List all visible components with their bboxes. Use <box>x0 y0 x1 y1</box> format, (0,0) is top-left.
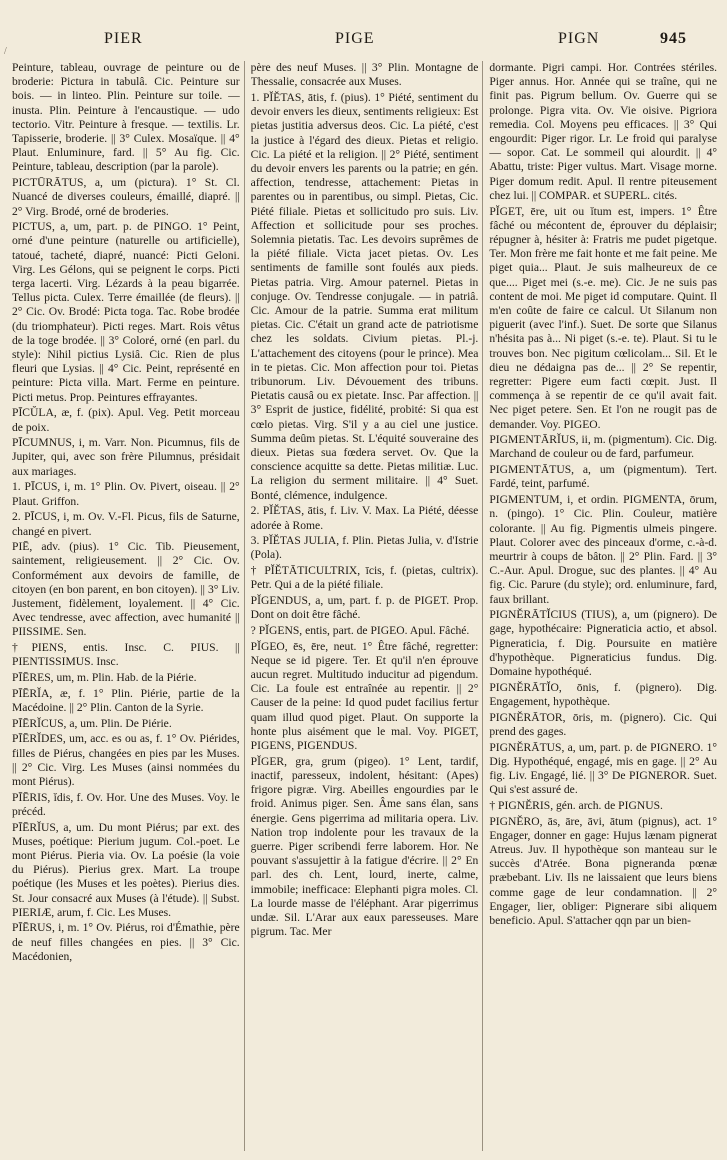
dictionary-entry: PIGMENTĀTUS, a, um (pigmentum). Tert. Fardé, teint, parfumé. <box>489 463 717 491</box>
dictionary-entry: PĬGENDUS, a, um, part. f. p. de PIGET. Prop. Dont on doit être fâché. <box>250 594 479 622</box>
column-right <box>489 61 717 1151</box>
text-columns <box>12 61 717 1151</box>
dictionary-entry: PIGNĔRĀTUS, a, um, part. p. de PIGNERO. 1° Dig. Hypothéqué, engagé, mis en gage. || 2° Au fig. Liv. Engagé, lié. || 3° De PIGNEROR. Suet. Qui s'est assuré de. <box>489 740 717 797</box>
header-left-word: PIER <box>104 30 143 47</box>
dictionary-entry: PĪCUMNUS, i, m. Varr. Non. Picumnus, fils de Jupiter, qui, avec son frère Pilumnus, présidait aux mariages. <box>12 436 240 478</box>
dictionary-entry: PĪĒRĬA, æ, f. 1° Plin. Piérie, partie de la Macédoine. || 2° Plin. Canton de la Syrie. <box>12 686 240 714</box>
dictionary-entry: Peinture, tableau, ouvrage de peinture ou de broderie: Pictura in tabulâ. Cic. Peinture sur bois. — in linteo. Plin. Peinture sur toile. — inusta. Plin. Peinture à l'encaustique. — udo tectorio. Vitr. Peinture à fresque. — textilis. Lr. Tapisserie, broderie. || 3° Culex. Mosaïque. || 4° Plaut. Enluminure, fard. || 5° Au fig. Cic. Peinture, tableau, description (par la parole). <box>12 61 240 174</box>
page-number: 945 <box>660 30 687 47</box>
dictionary-entry: ? PĬGENS, entis, part. de PIGEO. Apul. Fâché. <box>250 623 470 637</box>
dictionary-entry: PĪĒRIS, ĭdis, f. Ov. Hor. Une des Muses. Voy. le précéd. <box>12 790 240 818</box>
dictionary-entry: 3. PĬĔTAS JULIA, f. Plin. Pietas Julia, v. d'Istrie (Pola). <box>250 534 479 562</box>
dictionary-entry: PĬGEO, ēs, ēre, neut. 1° Être fâché, regretter: Neque se id pigere. Ter. Et qu'il n'en éprouve aucun regret. Multitudo inducitur ad pigendum. Cic. La foule est entraînée au repentir. || 2° Causer de la peine: Id quod pudet facilius fertur quam illud quod piget. Plaut. On supporte la honte plus aisément que le mal. Voy. PIGET, PIGENS, PIGENDUS. <box>250 639 479 753</box>
header-middle-word: PIGE <box>335 30 375 47</box>
column-left <box>12 61 245 1151</box>
dictionary-entry: PĪĒRĬUS, a, um. Du mont Piérus; par ext. des Muses, poétique: Pierium jugum. Col.-poet. Le mont Piérus. Pieria via. Ov. La poésie (la voie du Piérus). Pierius grex. Mart. La troupe poétique (les Muses et les poètes). Pierius dies. St. Jour consacré aux Muses (à l'étude). || Subst. PIERIÆ, arum, f. Cic. Les Muses. <box>12 820 240 919</box>
dictionary-entry: PICTŪRĀTUS, a, um (pictura). 1° St. Cl. Nuancé de diverses couleurs, émaillé, diapré. || 2° Virg. Brodé, orné de broderies. <box>12 176 240 218</box>
dictionary-entry: PIĒ, adv. (pius). 1° Cic. Tib. Pieusement, saintement, religieusement. || 2° Cic. Ov. Conformément aux devoirs de famille, de citoyen (en bon parent, en bon citoyen). || 3° Liv. Justement, fidèlement, loyalement. || 4° Cic. Avec tendresse, avec affection, avec humanité || PIISSIME. Sen. <box>12 540 240 639</box>
dictionary-entry: 1. PĪCUS, i, m. 1° Plin. Ov. Pivert, oiseau. || 2° Plaut. Griffon. <box>12 480 240 508</box>
dictionary-entry: PĪCŬLA, æ, f. (pix). Apul. Veg. Petit morceau de poix. <box>12 406 240 434</box>
dictionary-entry: père des neuf Muses. || 3° Plin. Montagne de Thessalie, consacrée aux Muses. <box>250 61 479 89</box>
corner-mark: / <box>4 46 7 57</box>
running-header <box>0 30 727 56</box>
dictionary-entry: † PĬĔTĀTICULTRIX, īcis, f. (pietas, cultrix). Petr. Qui a de la piété filiale. <box>250 564 479 592</box>
dictionary-entry: † PIGNĔRIS, gén. arch. de PIGNUS. <box>489 798 663 812</box>
dictionary-entry: 2. PĬĔTAS, ātis, f. Liv. V. Max. La Piété, déesse adorée à Rome. <box>250 504 479 532</box>
dictionary-entry: PĪĒRUS, i, m. 1° Ov. Piérus, roi d'Émathie, père de neuf filles changées en pies. || 3° Cic. Macédonien, <box>12 921 240 963</box>
header-right-word: PIGN <box>558 30 600 47</box>
dictionary-entry: PIGNĔRĀTĬO, ōnis, f. (pignero). Dig. Engagement, hypothèque. <box>489 680 717 708</box>
dictionary-entry: PĬGET, ēre, uit ou ĭtum est, impers. 1° Être fâché ou mécontent de, éprouver du déplaisir; répugner à, hésiter à: Fratris me pudet pigetque. Ter. Mon frère me fait honte et me fait peine. Me piget quia... Plaut. Je suis malheureux de ce que.... Piget mei (s.-e. me). Cic. Je ne suis pas content de moi. Me piget id computare. Quint. Il m'en coûte de faire ce calcul. Ut Silanum non piguerit (avec l'inf.). Suet. De sorte que Silanus n'hésita pas à... Ni piget (s.-e. te). Plaut. Si tu le trouves bon. Nec pigitum cœlicolam... Sil. Et le dieu ne dédaigna pas de... || 2° Se repentir, regretter: Pigere eum facti cœpit. Just. Il commença à se repentir de ce qu'il avait fait. Nec piget petere. Sen. Et l'on ne rougit pas de demander. Voy. PIGEO. <box>489 204 717 431</box>
dictionary-entry: PIGNĔRĀTOR, ōris, m. (pignero). Cic. Qui prend des gages. <box>489 710 717 738</box>
dictionary-entry: †PIENS, entis. Insc. C. PIUS. || PIENTISSIMUS. Insc. <box>12 641 240 669</box>
dictionary-entry: dormante. Pigri campi. Hor. Contrées stériles. Piger annus. Hor. Année qui se traîne, qui ne finit pas. Pigrum bellum. Ov. Guerre qui se prolonge. Pigra vita. Ov. Vie oisive. Pigriora remedia. Col. Moyens peu efficaces. || 3° Qui engourdit: Piger rigor. Lr. Le froid qui paralyse — sopor. Cat. Le sommeil qui alourdit. || 4° Abattu, triste: Piger vultus. Mart. Visage morne. Piger domum redit. Apul. Il rentre piteusement chez lui. || COMPAR. et SUPERL. cités. <box>489 61 717 202</box>
dictionary-entry: PIGMENTĀRĬUS, ii, m. (pigmentum). Cic. Dig. Marchand de couleur ou de fard, parfumeur. <box>489 433 717 461</box>
dictionary-entry: PĪĒRES, um, m. Plin. Hab. de la Piérie. <box>12 671 197 685</box>
dictionary-entry: PĪĒRĬCUS, a, um. Plin. De Piérie. <box>12 716 172 730</box>
dictionary-entry: PĬGER, gra, grum (pigeo). 1° Lent, tardif, inactif, paresseux, indolent, hésitant: (Apes) frigore pigræ. Virg. Abeilles engourdies par le froid. Animus piger. Sen. Âme sans élan, sans énergie. Gens pigerrima ad militaria opera. Liv. Nation trop indolente pour les travaux de la guerre. Piger scribendi ferre laborem. Hor. Ne pouvant s'assujettir à la fatigue d'écrire. || 2° En parl. des ch. Lent, lourd, inerte, calme, immobile; inefficace: Elephanti pigra moles. Cl. La lourde masse de l'éléphant. Arar pigerrimus undæ. Sil. L'Arar aux eaux paresseuses. Mare pigrum. Tac. Mer <box>250 754 479 939</box>
dictionary-entry: PICTUS, a, um, part. p. de PINGO. 1° Peint, orné d'une peinture (naturelle ou artificielle), tatoué, tacheté, diapré, nuancé: Picti Geloni. Virg. Les Gélons, qui se peignent le corps. Picti terga lacerti. Virg. Lézards à la peau bigarrée. Tellus picta. Culex. Terre émaillée (de fleurs). || 2° Cic. Ov. Brodé: Picta toga. Tac. Robe brodée (du triomphateur). Picti reges. Mart. Rois vêtus de la toge brodée. || 3° Coloré, orné (en parl. du style): Nihil pictius Lysiâ. Cic. Rien de plus fleuri que Lysias. || 4° Cic. Peint, représenté en peinture: Picta villa. Mart. Ferme en peinture. Picti metus. Prop. Peintures effrayantes. <box>12 220 240 404</box>
column-middle <box>251 61 484 1151</box>
dictionary-entry: 1. PĬĔTAS, ātis, f. (pius). 1° Piété, sentiment du devoir envers les dieux, sentiments religieux: Est pietas justitia adversus deos. Cic. La piété, c'est la justice à l'égard des dieux. Pietas et religio. Cic. La piété et la religion. || 2° Piété, sentiment du devoir envers les parents ou la patrie; en gén. affection, tendresse, attachement: Pietas in parentes ou in parentibus, ou simpl. Pietas, Cic. Piété filiale. Pietas et sollicitudo pro suis. Liv. Affection et sollicitude pour ses proches. Solemnia pietatis. Tac. Les devoirs suprêmes de la piété filiale. Victa jacet pietas. Ov. Les sentiments de famille sont foulés aux pieds. Pietas patria. Virg. Amour paternel. Pietas in conjuge. Ov. Tendresse conjugale. — in patriâ. Cic. Amour de la patrie. Summa erat militum pietas. Cic. C'était un grand acte de patriotisme chez les soldats. Civium pietas. Pl.-j. L'attachement des citoyens (pour le prince). Mea in te pietas. Cic. Mon affection pour toi. Pietas tribunorum. Liv. Dévouement des tribuns. Pietatis causâ ou ex pietate. Insc. Par affection. || 3° Esprit de justice, fidélité, probité: Si qua est cœlo pietas. Virg. S'il y a au ciel une justice. Summa deûm pietas. St. L'équité souveraine des dieux. Pietas sua fœdera servet. Ov. Que la conscience acquitte sa dette. Pietas militiæ. Luc. La religion du serment militaire. || 4° Suet. Bonté, clémence, indulgence. <box>250 90 479 502</box>
dictionary-entry: 2. PĪCUS, i, m. Ov. V.-Fl. Picus, fils de Saturne, changé en pivert. <box>12 510 240 538</box>
dictionary-entry: PIGMENTUM, i, et ordin. PIGMENTA, ōrum, n. (pingo). 1° Cic. Plin. Couleur, matière colorante. || Au fig. Pigmentis ulmeis pingere. Plaut. Colorer avec des pinceaux d'orme, c.-à-d. meurtrir à coups de bâton. || 2° Plin. Fard. || 3° C.-Aur. Apul. Drogue, suc des plantes. || 4° Au fig. Cic. Parure (du style); ord. enluminure, fard, faux brillant. <box>489 493 717 606</box>
dictionary-entry: PIGNĔRĀTĬCIUS (TIUS), a, um (pignero). De gage, hypothécaire: Pigneraticia actio, et absol. Pigneraticia, f. Dig. Poursuite en matière d'hypothèque. Pigneraticius fundus. Dig. Domaine hypothéqué. <box>489 608 717 679</box>
dictionary-entry: PĪĒRĬDES, um, acc. es ou as, f. 1° Ov. Piérides, filles de Piérus, changées en pies par les Muses. || 2° Cic. Virg. Les Muses (ainsi nommées du mont Piérus). <box>12 732 240 788</box>
dictionary-entry: PIGNĔRO, ās, āre, āvi, ātum (pignus), act. 1° Engager, donner en gage: Hujus lænam pignerat Atreus. Juv. Il hypothèque son manteau sur le succès d'Atrée. Bona pigneranda pœnæ præbebant. Liv. Ils ne laissaient que leurs biens comme gage de leur condamnation. || 2° Engager, lier, obliger: Pignerare sibi aliquem beneficio. Apul. S'attacher qqn par un bien- <box>489 814 717 927</box>
